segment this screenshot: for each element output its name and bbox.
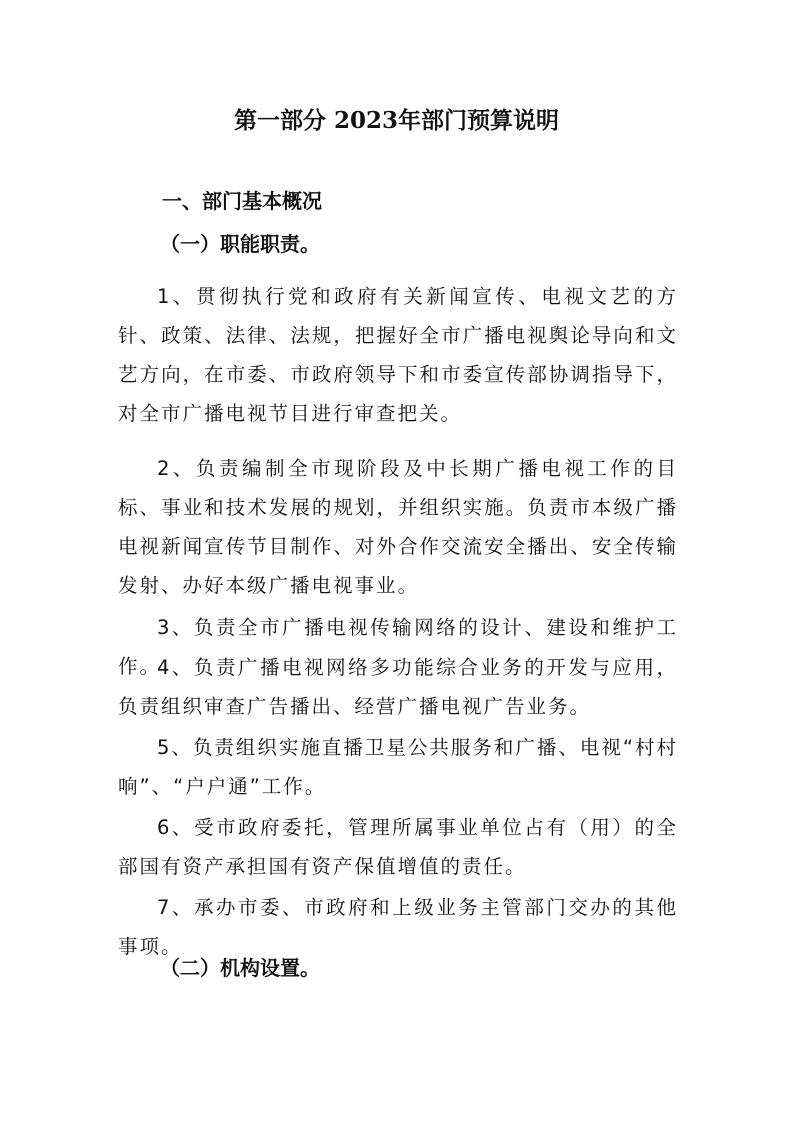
section-heading-basic-overview: 一、部门基本概况 (162, 189, 322, 213)
duty-item-3: 3、负责全市广播电视传输网络的设计、建设和维护工作。 (118, 615, 678, 678)
duty-item-1: 1、贯彻执行党和政府有关新闻宣传、电视文艺的方针、政策、法律、法规，把握好全市广播电视舆论导向和文艺方向，在市委、市政府领导下和市委宣传部协调指导下，对全市广播电视节目进行审查把关。 (118, 284, 678, 425)
duty-item-2: 2、负责编制全市现阶段及中长期广播电视工作的目标、事业和技术发展的规划，并组织实施。负责市本级广播电视新闻宣传节目制作、对外合作交流安全播出、安全传输发射、办好本级广播电视事业。 (118, 456, 678, 597)
duty-item-6: 6、受市政府委托，管理所属事业单位占有（用）的全部国有资产承担国有资产保值增值的责任。 (118, 815, 678, 878)
subsection-heading-duties: （一）职能职责。 (160, 232, 320, 256)
duty-item-7: 7、承办市委、市政府和上级业务主管部门交办的其他事项。 (118, 895, 678, 958)
duty-item-4: 4、负责广播电视网络多功能综合业务的开发与应用，负责组织审查广告播出、经营广播电视广告业务。 (118, 655, 678, 718)
duty-item-5: 5、负责组织实施直播卫星公共服务和广播、电视“村村响”、“户户通”工作。 (118, 735, 679, 798)
subsection-heading-organization: （二）机构设置。 (160, 956, 320, 980)
page-title: 第一部分 2023年部门预算说明 (233, 107, 560, 134)
